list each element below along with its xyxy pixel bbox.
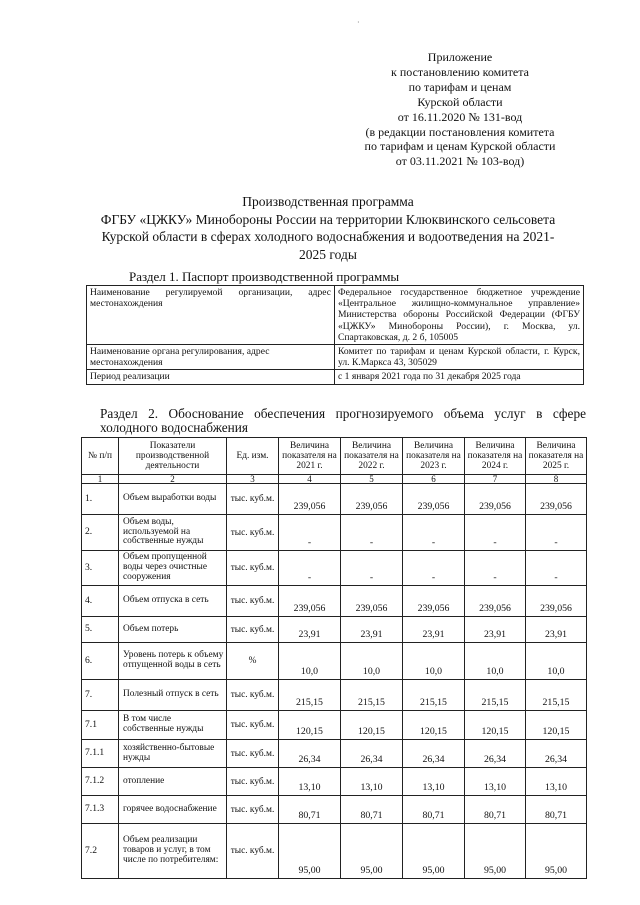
- value-2024: 239,056: [465, 586, 526, 617]
- header-cell: Величина показателя на 2021 г.: [279, 438, 341, 475]
- value-2023: 95,00: [403, 824, 465, 879]
- passport-label: Наименование регулируемой организации, адрес местонахождения: [87, 286, 335, 345]
- unit-cell: тыс. куб.м.: [227, 484, 279, 515]
- row-number: 3.: [82, 551, 119, 586]
- unit-cell: тыс. куб.м.: [227, 740, 279, 768]
- column-number: 3: [227, 475, 279, 484]
- indicator-name: Уровень потерь к объему отпущенной воды в сеть: [119, 643, 227, 680]
- unit-cell: тыс. куб.м.: [227, 515, 279, 551]
- column-number-row: [82, 475, 587, 484]
- header-row: [82, 438, 587, 475]
- indicator-name: Объем пропущенной воды через очистные сооружения: [119, 551, 227, 586]
- appendix-line: Курской области: [417, 94, 503, 109]
- value-2021: -: [279, 515, 341, 551]
- title-line: Производственная программа: [242, 194, 414, 209]
- unit-cell: тыс. куб.м.: [227, 551, 279, 586]
- value-2021: 215,15: [279, 680, 341, 711]
- table-row: [82, 551, 587, 586]
- value-2025: 23,91: [526, 617, 587, 643]
- value-2021: 239,056: [279, 484, 341, 515]
- value-2022: 80,71: [341, 796, 403, 824]
- appendix-line: к постановлению комитета: [391, 64, 529, 79]
- header-cell: Ед. изм.: [227, 438, 279, 475]
- indicator-name: хозяйственно-бытовые нужды: [119, 740, 227, 768]
- appendix-line: от 16.11.2020 № 131-вод: [397, 109, 523, 124]
- column-number: 2: [119, 475, 227, 484]
- value-2024: 120,15: [465, 711, 526, 740]
- row-number: 5.: [82, 617, 119, 643]
- value-2024: 13,10: [465, 768, 526, 796]
- value-2024: 215,15: [465, 680, 526, 711]
- value-2024: 95,00: [465, 824, 526, 879]
- value-2021: 10,0: [279, 643, 341, 680]
- header-cell: Величина показателя на 2025 г.: [526, 438, 587, 475]
- row-number: 1.: [82, 484, 119, 515]
- column-number: 7: [465, 475, 526, 484]
- value-2022: 239,056: [341, 586, 403, 617]
- table-row: [82, 617, 587, 643]
- value-2024: 239,056: [465, 484, 526, 515]
- passport-label: Период реализации: [87, 370, 335, 384]
- value-2025: 80,71: [526, 796, 587, 824]
- table-row: [82, 711, 587, 740]
- value-2025: -: [526, 515, 587, 551]
- indicator-name: Объем воды, используемой на собственные нужды: [119, 515, 227, 551]
- row-number: 7.: [82, 680, 119, 711]
- column-number: 6: [403, 475, 465, 484]
- value-2025: 13,10: [526, 768, 587, 796]
- value-2023: 120,15: [403, 711, 465, 740]
- value-2022: 23,91: [341, 617, 403, 643]
- indicator-name: отопление: [119, 768, 227, 796]
- value-2024: 23,91: [465, 617, 526, 643]
- indicator-name: Объем отпуска в сеть: [119, 586, 227, 617]
- passport-row: [87, 370, 584, 384]
- unit-cell: тыс. куб.м.: [227, 796, 279, 824]
- section1-heading: Раздел 1. Паспорт производственной программы: [129, 269, 400, 284]
- passport-row: [87, 345, 584, 370]
- value-2023: -: [403, 551, 465, 586]
- value-2021: 80,71: [279, 796, 341, 824]
- value-2024: 80,71: [465, 796, 526, 824]
- unit-cell: тыс. куб.м.: [227, 824, 279, 879]
- appendix-line: Приложение: [427, 50, 493, 64]
- table-row: [82, 740, 587, 768]
- value-2025: 215,15: [526, 680, 587, 711]
- value-2023: 26,34: [403, 740, 465, 768]
- table-row: [82, 768, 587, 796]
- passport-value: Федеральное государственное бюджетное учреждение «Центральное жилищно-коммунальное управление» Министерства обороны Российской Федерации (ФГБУ «ЦЖКУ» Минобороны России), г. Москва, ул. Спартаковская, д. 2 б, 105005: [335, 286, 584, 345]
- indicator-name: Объем выработки воды: [119, 484, 227, 515]
- value-2022: 13,10: [341, 768, 403, 796]
- value-2022: -: [341, 515, 403, 551]
- title-line: 2025 годы: [299, 246, 357, 262]
- value-2025: 239,056: [526, 586, 587, 617]
- row-number: 7.1.1: [82, 740, 119, 768]
- table-row: [82, 484, 587, 515]
- value-2022: 120,15: [341, 711, 403, 740]
- row-number: 2.: [82, 515, 119, 551]
- unit-cell: тыс. куб.м.: [227, 768, 279, 796]
- indicator-name: горячее водоснабжение: [119, 796, 227, 824]
- column-number: 5: [341, 475, 403, 484]
- table-row: [82, 680, 587, 711]
- header-cell: Показатели производственной деятельности: [119, 438, 227, 475]
- column-number: 4: [279, 475, 341, 484]
- indicators-table: [81, 437, 587, 879]
- value-2024: -: [465, 515, 526, 551]
- value-2022: 26,34: [341, 740, 403, 768]
- appendix-line: от 03.11.2021 № 103-вод): [395, 154, 525, 169]
- header-cell: Величина показателя на 2023 г.: [403, 438, 465, 475]
- table-row: [82, 796, 587, 824]
- document-title: [80, 193, 576, 263]
- title-line: Курской области в сферах холодного водоснабжения и водоотведения на 2021-: [101, 229, 555, 244]
- row-number: 7.1.3: [82, 796, 119, 824]
- row-number: 4.: [82, 586, 119, 617]
- passport-table: [86, 285, 584, 385]
- indicator-name: В том числе собственные нужды: [119, 711, 227, 740]
- indicator-name: Объем реализации товаров и услуг, в том числе по потребителям:: [119, 824, 227, 879]
- row-number: 7.1: [82, 711, 119, 740]
- value-2022: 239,056: [341, 484, 403, 515]
- value-2023: 239,056: [403, 586, 465, 617]
- value-2023: 215,15: [403, 680, 465, 711]
- table-row: [82, 643, 587, 680]
- value-2023: 239,056: [403, 484, 465, 515]
- value-2021: 23,91: [279, 617, 341, 643]
- passport-value: Комитет по тарифам и ценам Курской области, г. Курск, ул. К.Маркса 43, 305029: [335, 345, 584, 370]
- value-2022: 95,00: [341, 824, 403, 879]
- value-2025: 239,056: [526, 484, 587, 515]
- table-row: [82, 586, 587, 617]
- unit-cell: тыс. куб.м.: [227, 617, 279, 643]
- unit-cell: тыс. куб.м.: [227, 711, 279, 740]
- value-2023: 23,91: [403, 617, 465, 643]
- value-2023: 10,0: [403, 643, 465, 680]
- unit-cell: тыс. куб.м.: [227, 586, 279, 617]
- value-2025: -: [526, 551, 587, 586]
- value-2021: 95,00: [279, 824, 341, 879]
- appendix-line: по тарифам и ценам Курской области: [364, 139, 556, 154]
- value-2023: -: [403, 515, 465, 551]
- title-line: ФГБУ «ЦЖКУ» Минобороны России на территории Клюквинского сельсовета: [100, 211, 556, 227]
- unit-cell: %: [227, 643, 279, 680]
- appendix-block: [336, 50, 584, 169]
- row-number: 7.1.2: [82, 768, 119, 796]
- value-2023: 13,10: [403, 768, 465, 796]
- value-2022: 215,15: [341, 680, 403, 711]
- value-2021: 13,10: [279, 768, 341, 796]
- row-number: 7.2: [82, 824, 119, 879]
- header-cell: Величина показателя на 2022 г.: [341, 438, 403, 475]
- passport-value: с 1 января 2021 года по 31 декабря 2025 года: [335, 370, 584, 384]
- column-number: 8: [526, 475, 587, 484]
- appendix-line: (в редакции постановления комитета: [365, 124, 555, 139]
- value-2023: 80,71: [403, 796, 465, 824]
- indicator-name: Объем потерь: [119, 617, 227, 643]
- appendix-line: по тарифам и ценам: [408, 79, 512, 94]
- column-number: 1: [82, 475, 119, 484]
- header-cell: № п/п: [82, 438, 119, 475]
- unit-cell: тыс. куб.м.: [227, 680, 279, 711]
- value-2024: 26,34: [465, 740, 526, 768]
- passport-row: [87, 286, 584, 345]
- row-number: 6.: [82, 643, 119, 680]
- value-2021: 120,15: [279, 711, 341, 740]
- passport-label: Наименование органа регулирования, адрес местонахождения: [87, 345, 335, 370]
- page-mark: ·: [357, 18, 360, 27]
- value-2025: 120,15: [526, 711, 587, 740]
- value-2022: -: [341, 551, 403, 586]
- table-row: [82, 515, 587, 551]
- value-2022: 10,0: [341, 643, 403, 680]
- value-2025: 95,00: [526, 824, 587, 879]
- value-2024: 10,0: [465, 643, 526, 680]
- value-2024: -: [465, 551, 526, 586]
- section2-heading: Раздел 2. Обоснование обеспечения прогнозируемого объема услуг в сфере холодного водоснабжения: [100, 406, 586, 435]
- value-2021: 239,056: [279, 586, 341, 617]
- header-cell: Величина показателя на 2024 г.: [465, 438, 526, 475]
- value-2025: 10,0: [526, 643, 587, 680]
- value-2021: 26,34: [279, 740, 341, 768]
- value-2025: 26,34: [526, 740, 587, 768]
- table-row: [82, 824, 587, 879]
- indicator-name: Полезный отпуск в сеть: [119, 680, 227, 711]
- value-2021: -: [279, 551, 341, 586]
